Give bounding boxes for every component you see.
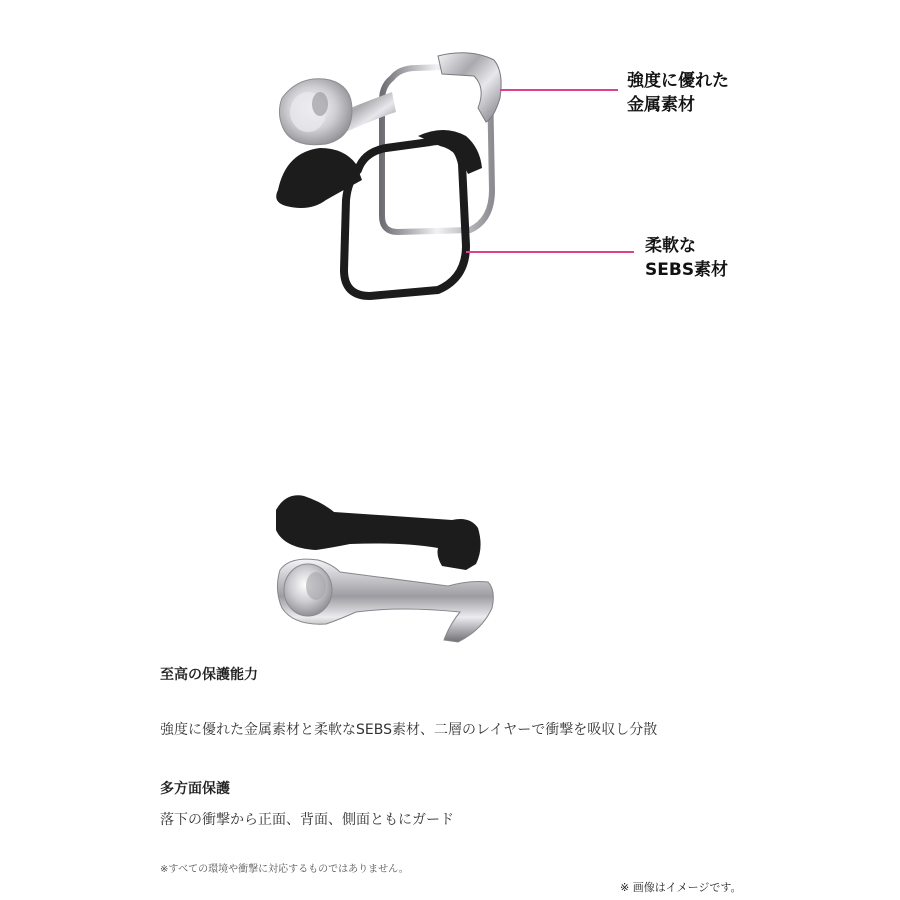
- sebs-callout-line: [466, 251, 634, 253]
- metal-callout-line1: 強度に優れた: [627, 71, 729, 91]
- feature-body-multi-protection: 落下の衝撃から正面、背面、側面ともにガード: [160, 812, 454, 828]
- image-note: ※ 画像はイメージです。: [620, 881, 742, 894]
- metal-callout-line: [500, 89, 618, 91]
- exploded-case-side-illustration: [270, 490, 510, 650]
- metal-callout-line2: 金属素材: [627, 95, 695, 115]
- feature-body-protection: 強度に優れた金属素材と柔軟なSEBS素材、二層のレイヤーで衝撃を吸収し分散: [160, 722, 658, 738]
- sebs-callout-line1: 柔軟な: [645, 236, 696, 256]
- compatibility-disclaimer: ※すべての環境や衝撃に対応するものではありません。: [160, 864, 409, 875]
- feature-heading-protection: 至高の保護能力: [160, 667, 258, 683]
- exploded-case-top-illustration: [260, 40, 520, 310]
- sebs-callout-label: [645, 234, 728, 282]
- feature-heading-multi-protection: 多方面保護: [160, 781, 230, 797]
- metal-callout-label: [627, 69, 729, 117]
- sebs-callout-line2: SEBS素材: [645, 260, 729, 280]
- metal-side-piece: [277, 559, 493, 642]
